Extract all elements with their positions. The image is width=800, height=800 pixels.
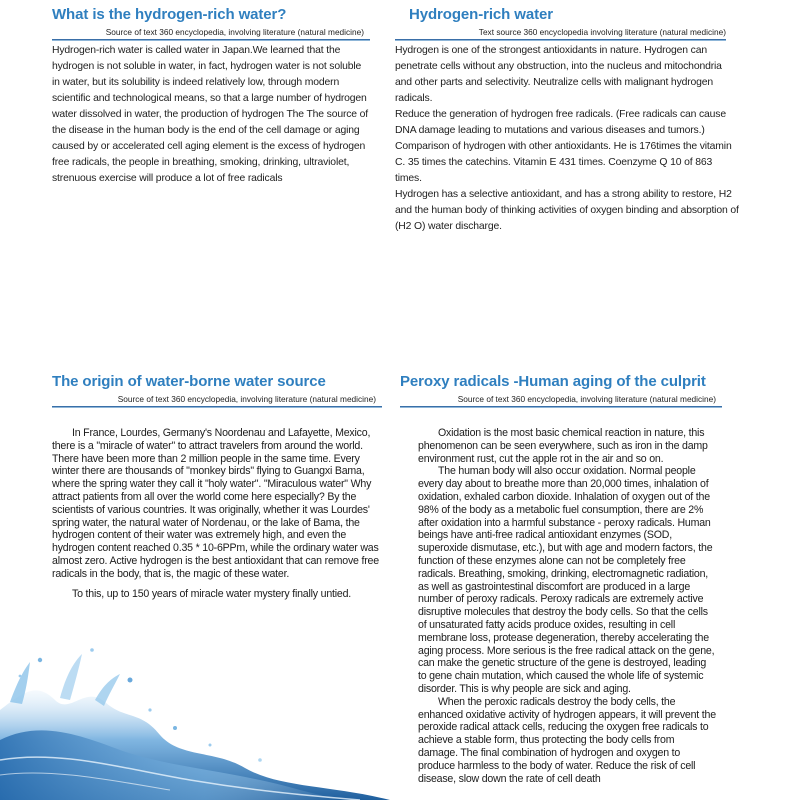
body-paragraph: The human body will also occur oxidation. Normal people every day about to breathe more than 20,000 times, inhalation of oxidation, exhaled carbon dioxide. Inhalation of oxygen out of the 98% of the body as a metabolic fuel consumption, there are 2% after oxidation into a harmful substance - peroxy radicals. Human beings have anti-free radical antioxidant enzymes (SOD, superoxide dismutase, etc.), but with age and modern factors, the function of these enzymes alone can not be completely free radicals. Breathing, smoking, drinking, electromagnetic radiation, as well as gastrointestinal discomfort are produced in a large number of peroxy radicals. Peroxy radicals are extremely active disruptive molecules that destroy the body cells. So that the cells of unsaturated fatty acids produce oxides, resulting in cell membrane loss, protease degeneration, thereby accelerating the aging process. More serious is the free radical attack on the gene, can make the genetic structure of the gene is destroyed, leading to gene chain mutation, which caused the whole life of systemic disorder. This is why people are sick and aging. [418,465,715,695]
section-divider [400,406,722,408]
section-hydrogen-rich-water [395,6,740,235]
section-divider [52,406,382,408]
section-what-is-hydrogen-water [52,6,370,187]
section-body [395,43,740,235]
section-peroxy-radicals [400,373,722,785]
section-body: Hydrogen-rich water is called water in Japan.We learned that the hydrogen is not soluble in water, in fact, hydrogen water is not soluble in water, but its solubility is indeed relatively low, through modern scientific and technological means, so that a large number of hydrogen water dissolved in water, the production of hydrogen The The source of the disease in the human body is the end of the cell damage or aging caused by or accelerated cell aging element is the excess of hydrogen free radicals, the people in breathing, smoking, drinking, ultraviolet, strenuous exercise will produce a lot of free radicals [52,45,369,184]
body-line: Hydrogen is one of the strongest antioxidants in nature. Hydrogen can penetrate cells without any obstruction, into the nucleus and mitochondria and other parts and selectivity. Neutralize cells with malignant hydrogen radicals. [395,45,722,104]
section-origin-of-water [52,373,382,600]
section-source: Source of text 360 encyclopedia, involving literature (natural medicine) [105,27,364,37]
section-title: The origin of water-borne water source [52,373,326,390]
section-body [52,427,382,600]
body-line: Hydrogen has a selective antioxidant, and has a strong ability to restore, H2 and the human body of thinking activities of oxygen binding and absorption of (H2 O) water discharge. [395,189,739,232]
section-source: Text source 360 encyclopedia involving literature (natural medicine) [478,27,726,37]
body-paragraph: To this, up to 150 years of miracle water mystery finally untied. [72,587,352,600]
body-paragraph: When the peroxic radicals destroy the body cells, the enhanced oxidative activity of hydrogen appears, it will prevent the peroxide radical attack cells, reducing the oxygen free radicals to achieve a stable form, thus protecting the body cells from damage. The final combination of hydrogen and oxygen to produce harmless to the body of water. Reduce the risk of cell disease, slow down the rate of cell death [418,695,716,785]
section-title: Hydrogen-rich water [409,6,553,23]
body-paragraph: Oxidation is the most basic chemical reaction in nature, this phenomenon can be seen everywhere, such as iron in the damp environment rust, cut the apple rot in the air and so on. [418,427,708,465]
section-source: Source of text 360 encyclopedia, involving literature (natural medicine) [457,394,716,404]
section-source: Source of text 360 encyclopedia, involving literature (natural medicine) [117,394,376,404]
section-divider [52,39,370,41]
body-line: Comparison of hydrogen with other antioxidants. He is 176times the vitamin C. 35 times the catechins. Vitamin E 431 times. Coenzyme Q 10 of 863 times. [395,141,732,184]
section-body [400,427,722,785]
section-divider [395,39,726,41]
water-splash-image [0,640,390,800]
section-title: What is the hydrogen-rich water? [52,6,287,23]
section-title: Peroxy radicals -Human aging of the culprit [400,373,706,390]
body-line: Reduce the generation of hydrogen free radicals. (Free radicals can cause DNA damage leading to mutations and various diseases and tumors.) [395,109,726,136]
body-paragraph: In France, Lourdes, Germany's Noordenau and Lafayette, Mexico, there is a "miracle of water" to attract travelers from around the world. There have been more than 2 million people in the same time. Every winter there are thousands of "monkey birds" flying to Guangxi Bama, where the spring water they call it "holy water". "Miraculous water" Why attract patients from all over the world come here especially? By the scientists of various countries. It was originally, whether it was Lourdes' spring water, the natural water of Nordenau, or the lake of Bama, the hydrogen content of their water was extremely high, and even the hydrogen content reached 0.35 * 10-6PPm, while the ordinary water was almost zero. Active hydrogen is the best antioxidant that can remove free radicals in the body, that is, the magic of these water. [52,427,379,580]
